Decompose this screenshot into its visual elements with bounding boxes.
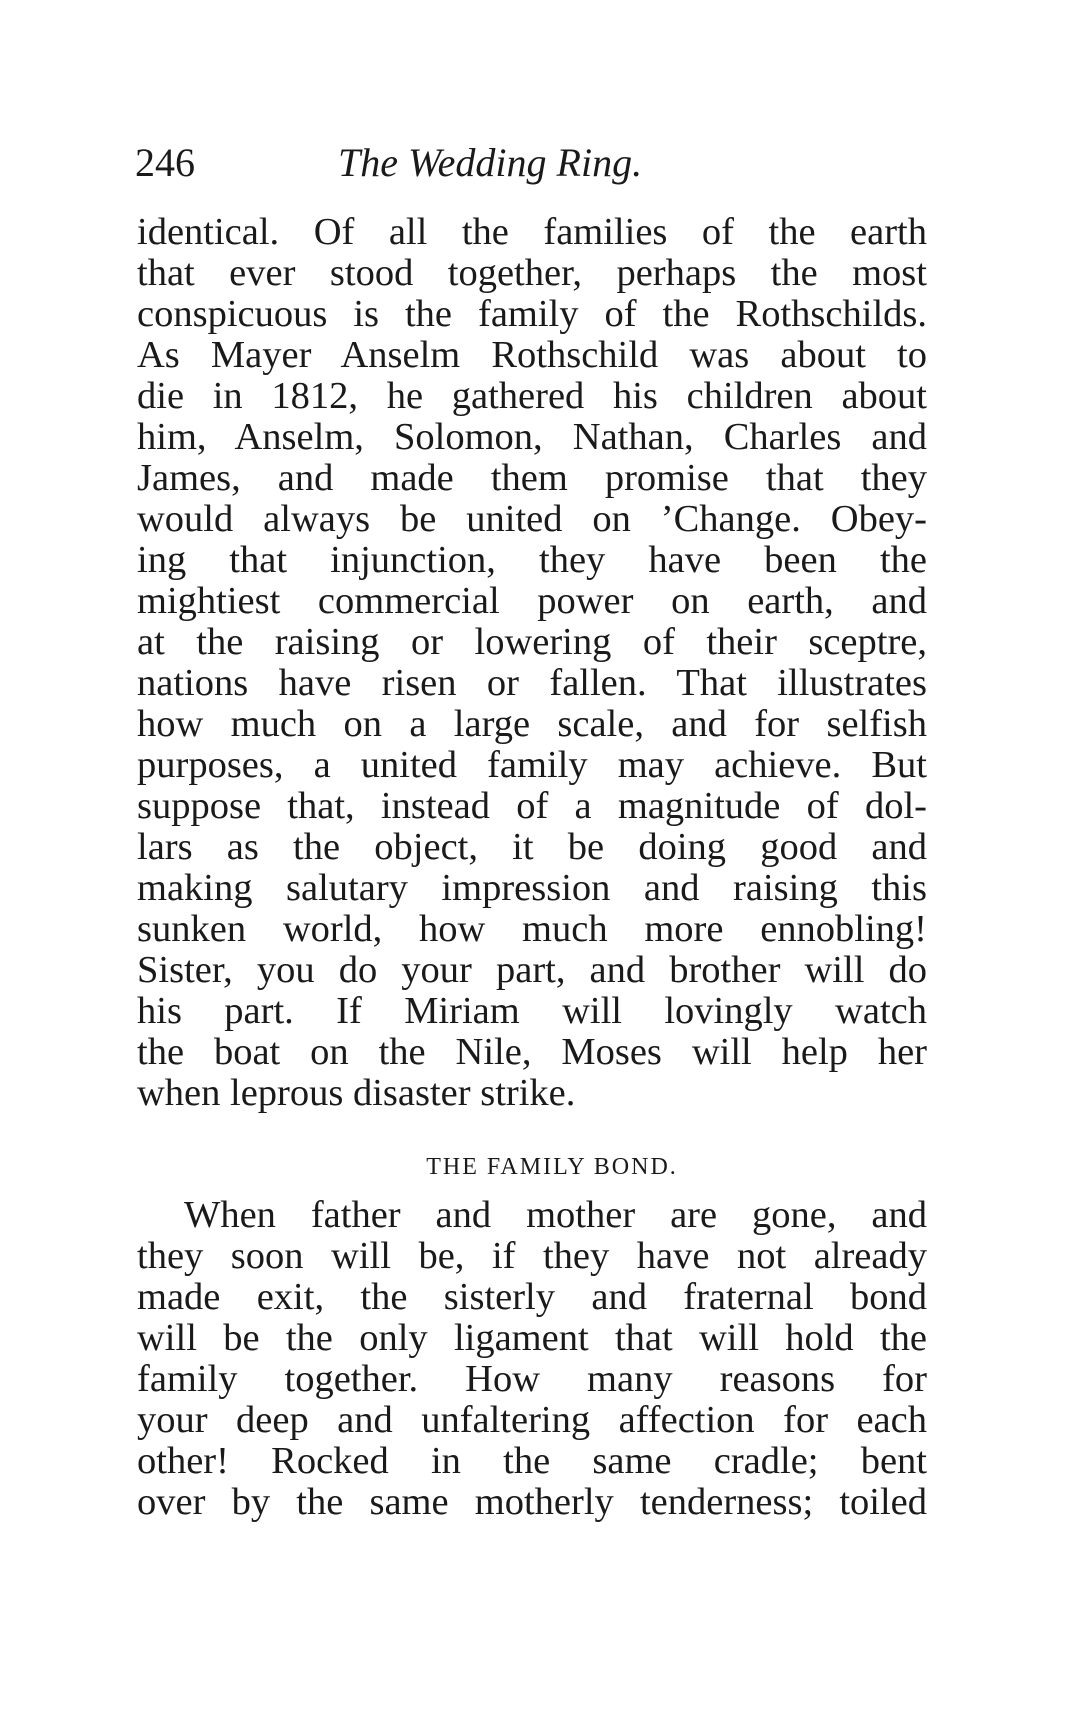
text-line: Sister, you do your part, and brother will do <box>137 950 927 991</box>
text-line: making salutary impression and raising this <box>137 868 927 909</box>
running-title: The Wedding Ring. <box>338 140 643 185</box>
text-line: purposes, a united family may achieve. But <box>137 745 927 786</box>
text-line: the boat on the Nile, Moses will help her <box>137 1032 927 1073</box>
text-line: they soon will be, if they have not already <box>137 1236 927 1277</box>
paragraph-rothschilds <box>137 212 927 1114</box>
text-line: his part. If Miriam will lovingly watch <box>137 991 927 1032</box>
text-line: sunken world, how much more ennobling! <box>137 909 927 950</box>
text-line: family together. How many reasons for <box>137 1359 927 1400</box>
text-line: identical. Of all the families of the earth <box>137 212 927 253</box>
text-line: nations have risen or fallen. That illustrates <box>137 663 927 704</box>
text-line: made exit, the sisterly and fraternal bond <box>137 1277 927 1318</box>
text-line: that ever stood together, perhaps the most <box>137 253 927 294</box>
text-line: ing that injunction, they have been the <box>137 540 927 581</box>
text-line: when leprous disaster strike. <box>137 1073 576 1114</box>
page-number: 246 <box>135 140 195 185</box>
text-line: how much on a large scale, and for selfish <box>137 704 927 745</box>
section-heading: THE FAMILY BOND. <box>426 1154 678 1180</box>
text-line: over by the same motherly tenderness; toiled <box>137 1482 927 1523</box>
text-line: at the raising or lowering of their sceptre, <box>137 622 927 663</box>
text-line: your deep and unfaltering affection for each <box>137 1400 927 1441</box>
text-line: James, and made them promise that they <box>137 458 927 499</box>
text-line: other! Rocked in the same cradle; bent <box>137 1441 927 1482</box>
text-line: As Mayer Anselm Rothschild was about to <box>137 335 927 376</box>
text-line: mightiest commercial power on earth, and <box>137 581 927 622</box>
running-head <box>135 138 935 188</box>
text-line: will be the only ligament that will hold the <box>137 1318 927 1359</box>
text-line: When father and mother are gone, and <box>184 1195 927 1236</box>
text-line: would always be united on ’Change. Obey- <box>137 499 927 540</box>
text-line: lars as the object, it be doing good and <box>137 827 927 868</box>
paragraph-family-bond <box>137 1195 927 1523</box>
text-line: die in 1812, he gathered his children about <box>137 376 927 417</box>
text-line: conspicuous is the family of the Rothschilds. <box>137 294 927 335</box>
text-line: him, Anselm, Solomon, Nathan, Charles and <box>137 417 927 458</box>
text-line: suppose that, instead of a magnitude of dol- <box>137 786 927 827</box>
